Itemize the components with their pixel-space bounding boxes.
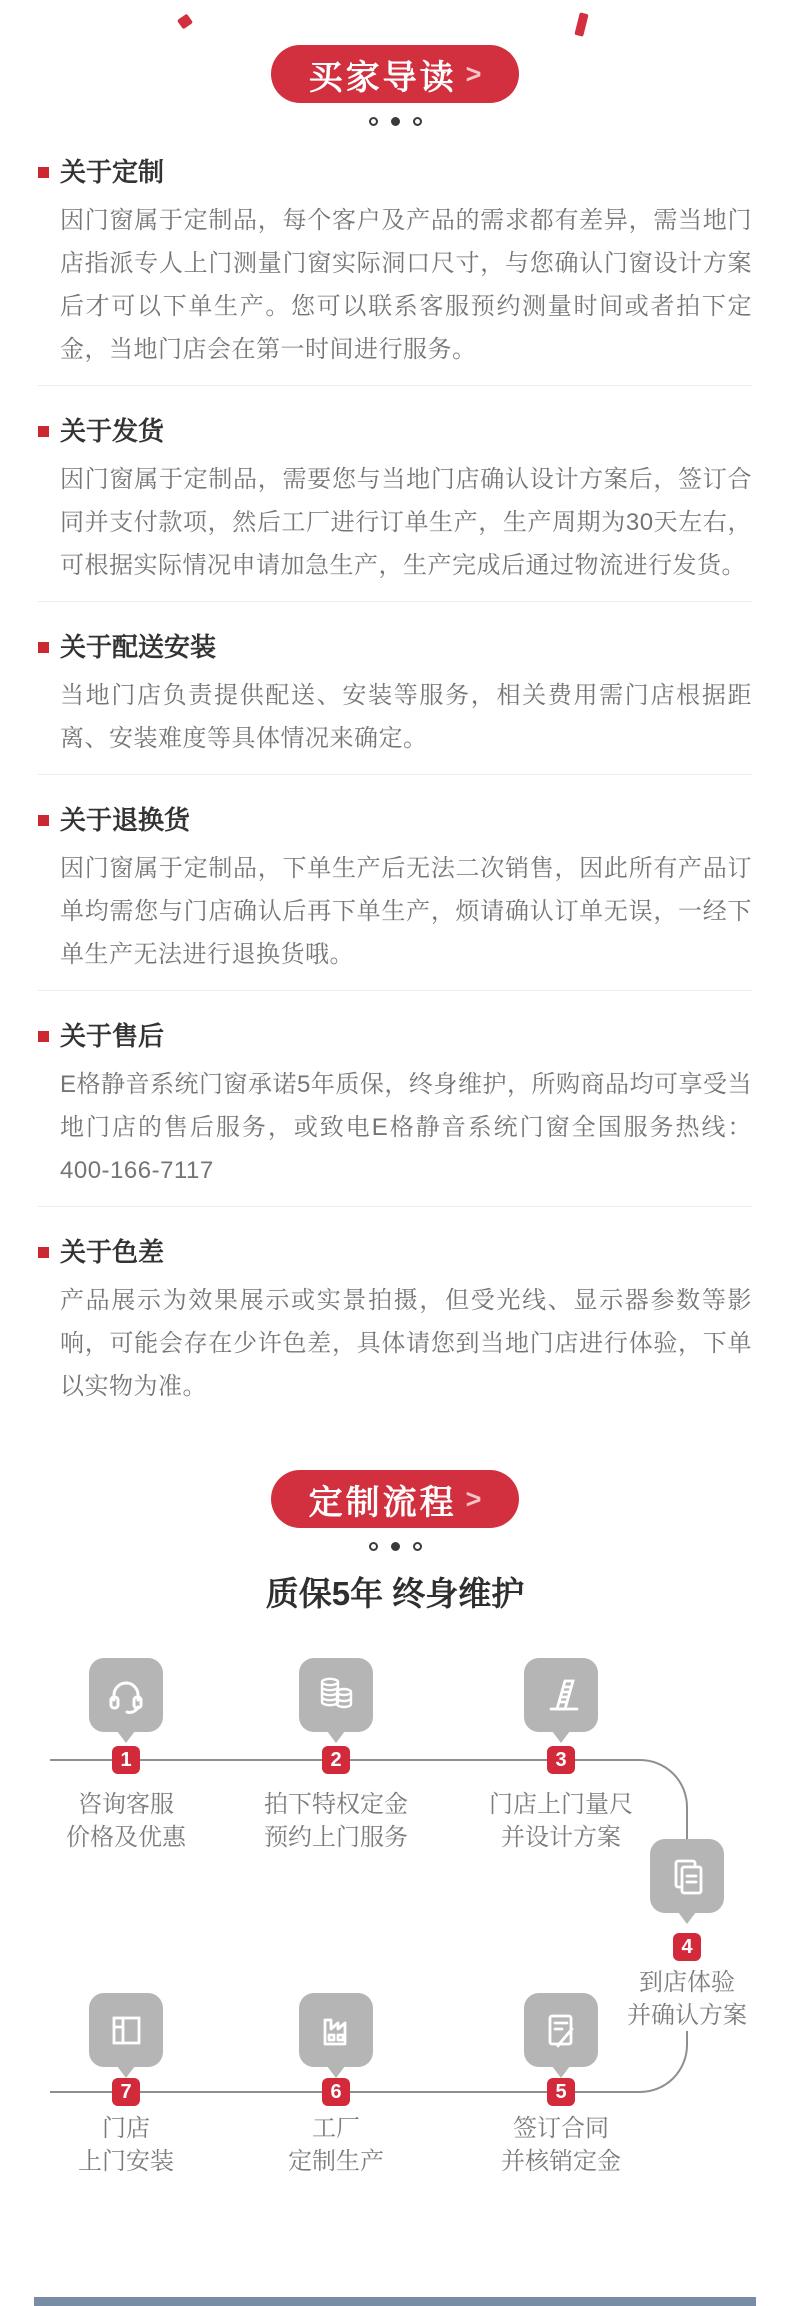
guide-section-customization — [38, 157, 752, 386]
step-label — [587, 1966, 787, 2032]
step-label — [236, 2112, 436, 2178]
section-body: 因门窗属于定制品，下单生产后无法二次销售，因此所有产品订单均需您与门店确认后再下单生产，烦请确认订单无误，一经下单生产无法进行退换货哦。 — [60, 855, 752, 968]
section-title-text: 关于色差 — [60, 1237, 165, 1267]
headset-icon — [89, 1658, 163, 1732]
step-label-line2: 预约上门服务 — [264, 1824, 408, 1851]
step-label-line2: 并核销定金 — [501, 2148, 621, 2175]
process-flow-diagram — [0, 1640, 790, 2210]
step-label-line2: 定制生产 — [288, 2148, 384, 2175]
buyer-guide-badge — [271, 45, 520, 103]
step-number-badge: 2 — [322, 1746, 350, 1774]
section-title — [38, 1237, 752, 1267]
step-label-line2: 并设计方案 — [501, 1824, 621, 1851]
section-body: 产品展示为效果展示或实景拍摄，但受光线、显示器参数等影响，可能会存在少许色差，具体请您到当地门店进行体验，下单以实物为准。 — [60, 1287, 752, 1400]
step-number-badge: 4 — [673, 1933, 701, 1961]
red-square-bullet-icon — [38, 426, 49, 437]
chevron-right-icon: > — [465, 1483, 482, 1514]
step-label — [236, 1788, 436, 1854]
red-square-bullet-icon — [38, 1031, 49, 1042]
guide-sections — [0, 157, 790, 1408]
window-icon — [89, 1993, 163, 2067]
guide-section-aftersale — [38, 1021, 752, 1207]
section-title — [38, 632, 752, 662]
step-label-line1: 到店体验 — [639, 1969, 735, 1996]
carousel-dots — [0, 1542, 790, 1552]
factory-icon — [299, 1993, 373, 2067]
carousel-dot — [369, 1542, 378, 1551]
section-body: E格静音系统门窗承诺5年质保，终身维护，所购商品均可享受当地门店的售后服务，或致电E格静音系统门窗全国服务热线：400-166-7117 — [60, 1071, 752, 1184]
step-label-line1: 签订合同 — [513, 2115, 609, 2142]
divider — [38, 385, 752, 386]
step-label — [461, 2112, 661, 2178]
section-body: 因门窗属于定制品，需要您与当地门店确认设计方案后，签订合同并支付款项，然后工厂进行订单生产，生产周期为30天左右，可根据实际情况申请加急生产，生产完成后通过物流进行发货。 — [60, 466, 752, 579]
divider — [38, 601, 752, 602]
cropped-red-decoration-left — [177, 14, 193, 30]
step-number-badge: 6 — [322, 2078, 350, 2106]
custom-process-badge-label: 定制流程 — [308, 1483, 457, 1522]
buyer-guide-badge-label: 买家导读 — [308, 58, 457, 97]
step-number-badge: 5 — [547, 2078, 575, 2106]
step-label-line1: 门店上门量尺 — [489, 1791, 633, 1818]
coins-icon — [299, 1658, 373, 1732]
step-label-line1: 咨询客服 — [78, 1791, 174, 1818]
step-label-line1: 拍下特权定金 — [264, 1791, 408, 1818]
warranty-heading: 质保5年 终身维护 — [265, 1575, 525, 1612]
documents-icon — [650, 1839, 724, 1913]
next-section-preview-bar — [34, 2297, 756, 2306]
section-title-text: 关于退换货 — [60, 805, 191, 835]
section-body: 因门窗属于定制品，每个客户及产品的需求都有差异，需当地门店指派专人上门测量门窗实际洞口尺寸，与您确认门窗设计方案后才可以下单生产。您可以联系客服预约测量时间或者拍下定金，当地门店会在第一时间进行服务。 — [60, 207, 752, 363]
section-title-text: 关于售后 — [60, 1021, 165, 1051]
guide-section-shipping — [38, 416, 752, 602]
step-label-line2: 价格及优惠 — [66, 1824, 186, 1851]
step-number-badge: 1 — [112, 1746, 140, 1774]
red-square-bullet-icon — [38, 815, 49, 826]
red-square-bullet-icon — [38, 167, 49, 178]
guide-section-returns — [38, 805, 752, 991]
guide-section-delivery-install — [38, 632, 752, 775]
section-title — [38, 416, 752, 446]
section-title-text: 关于定制 — [60, 157, 165, 187]
red-square-bullet-icon — [38, 1247, 49, 1258]
carousel-dot-active — [391, 117, 400, 126]
section-title — [38, 157, 752, 187]
carousel-dot — [413, 1542, 422, 1551]
custom-process-badge — [271, 1470, 520, 1528]
step-label — [26, 1788, 226, 1854]
carousel-dot-active — [391, 1542, 400, 1551]
step-label-line2: 上门安装 — [78, 2148, 174, 2175]
divider — [38, 1206, 752, 1207]
cropped-red-decoration-right — [574, 12, 588, 36]
section-title-text: 关于发货 — [60, 416, 165, 446]
divider — [38, 990, 752, 991]
ruler-icon — [524, 1658, 598, 1732]
red-square-bullet-icon — [38, 642, 49, 653]
step-label — [461, 1788, 661, 1854]
divider — [38, 774, 752, 775]
chevron-right-icon: > — [465, 58, 482, 89]
step-number-badge: 7 — [112, 2078, 140, 2106]
contract-icon — [524, 1993, 598, 2067]
carousel-dot — [369, 117, 378, 126]
step-label-line1: 工厂 — [312, 2115, 360, 2142]
step-label-line2: 并确认方案 — [627, 2002, 747, 2029]
section-body: 当地门店负责提供配送、安装等服务，相关费用需门店根据距离、安装难度等具体情况来确定。 — [60, 682, 752, 752]
step-label-line1: 门店 — [102, 2115, 150, 2142]
section-title — [38, 805, 752, 835]
carousel-dots — [0, 117, 790, 127]
step-label — [26, 2112, 226, 2178]
carousel-dot — [413, 117, 422, 126]
section-title — [38, 1021, 752, 1051]
guide-section-color-difference — [38, 1237, 752, 1408]
section-title-text: 关于配送安装 — [60, 632, 217, 662]
step-number-badge: 3 — [547, 1746, 575, 1774]
